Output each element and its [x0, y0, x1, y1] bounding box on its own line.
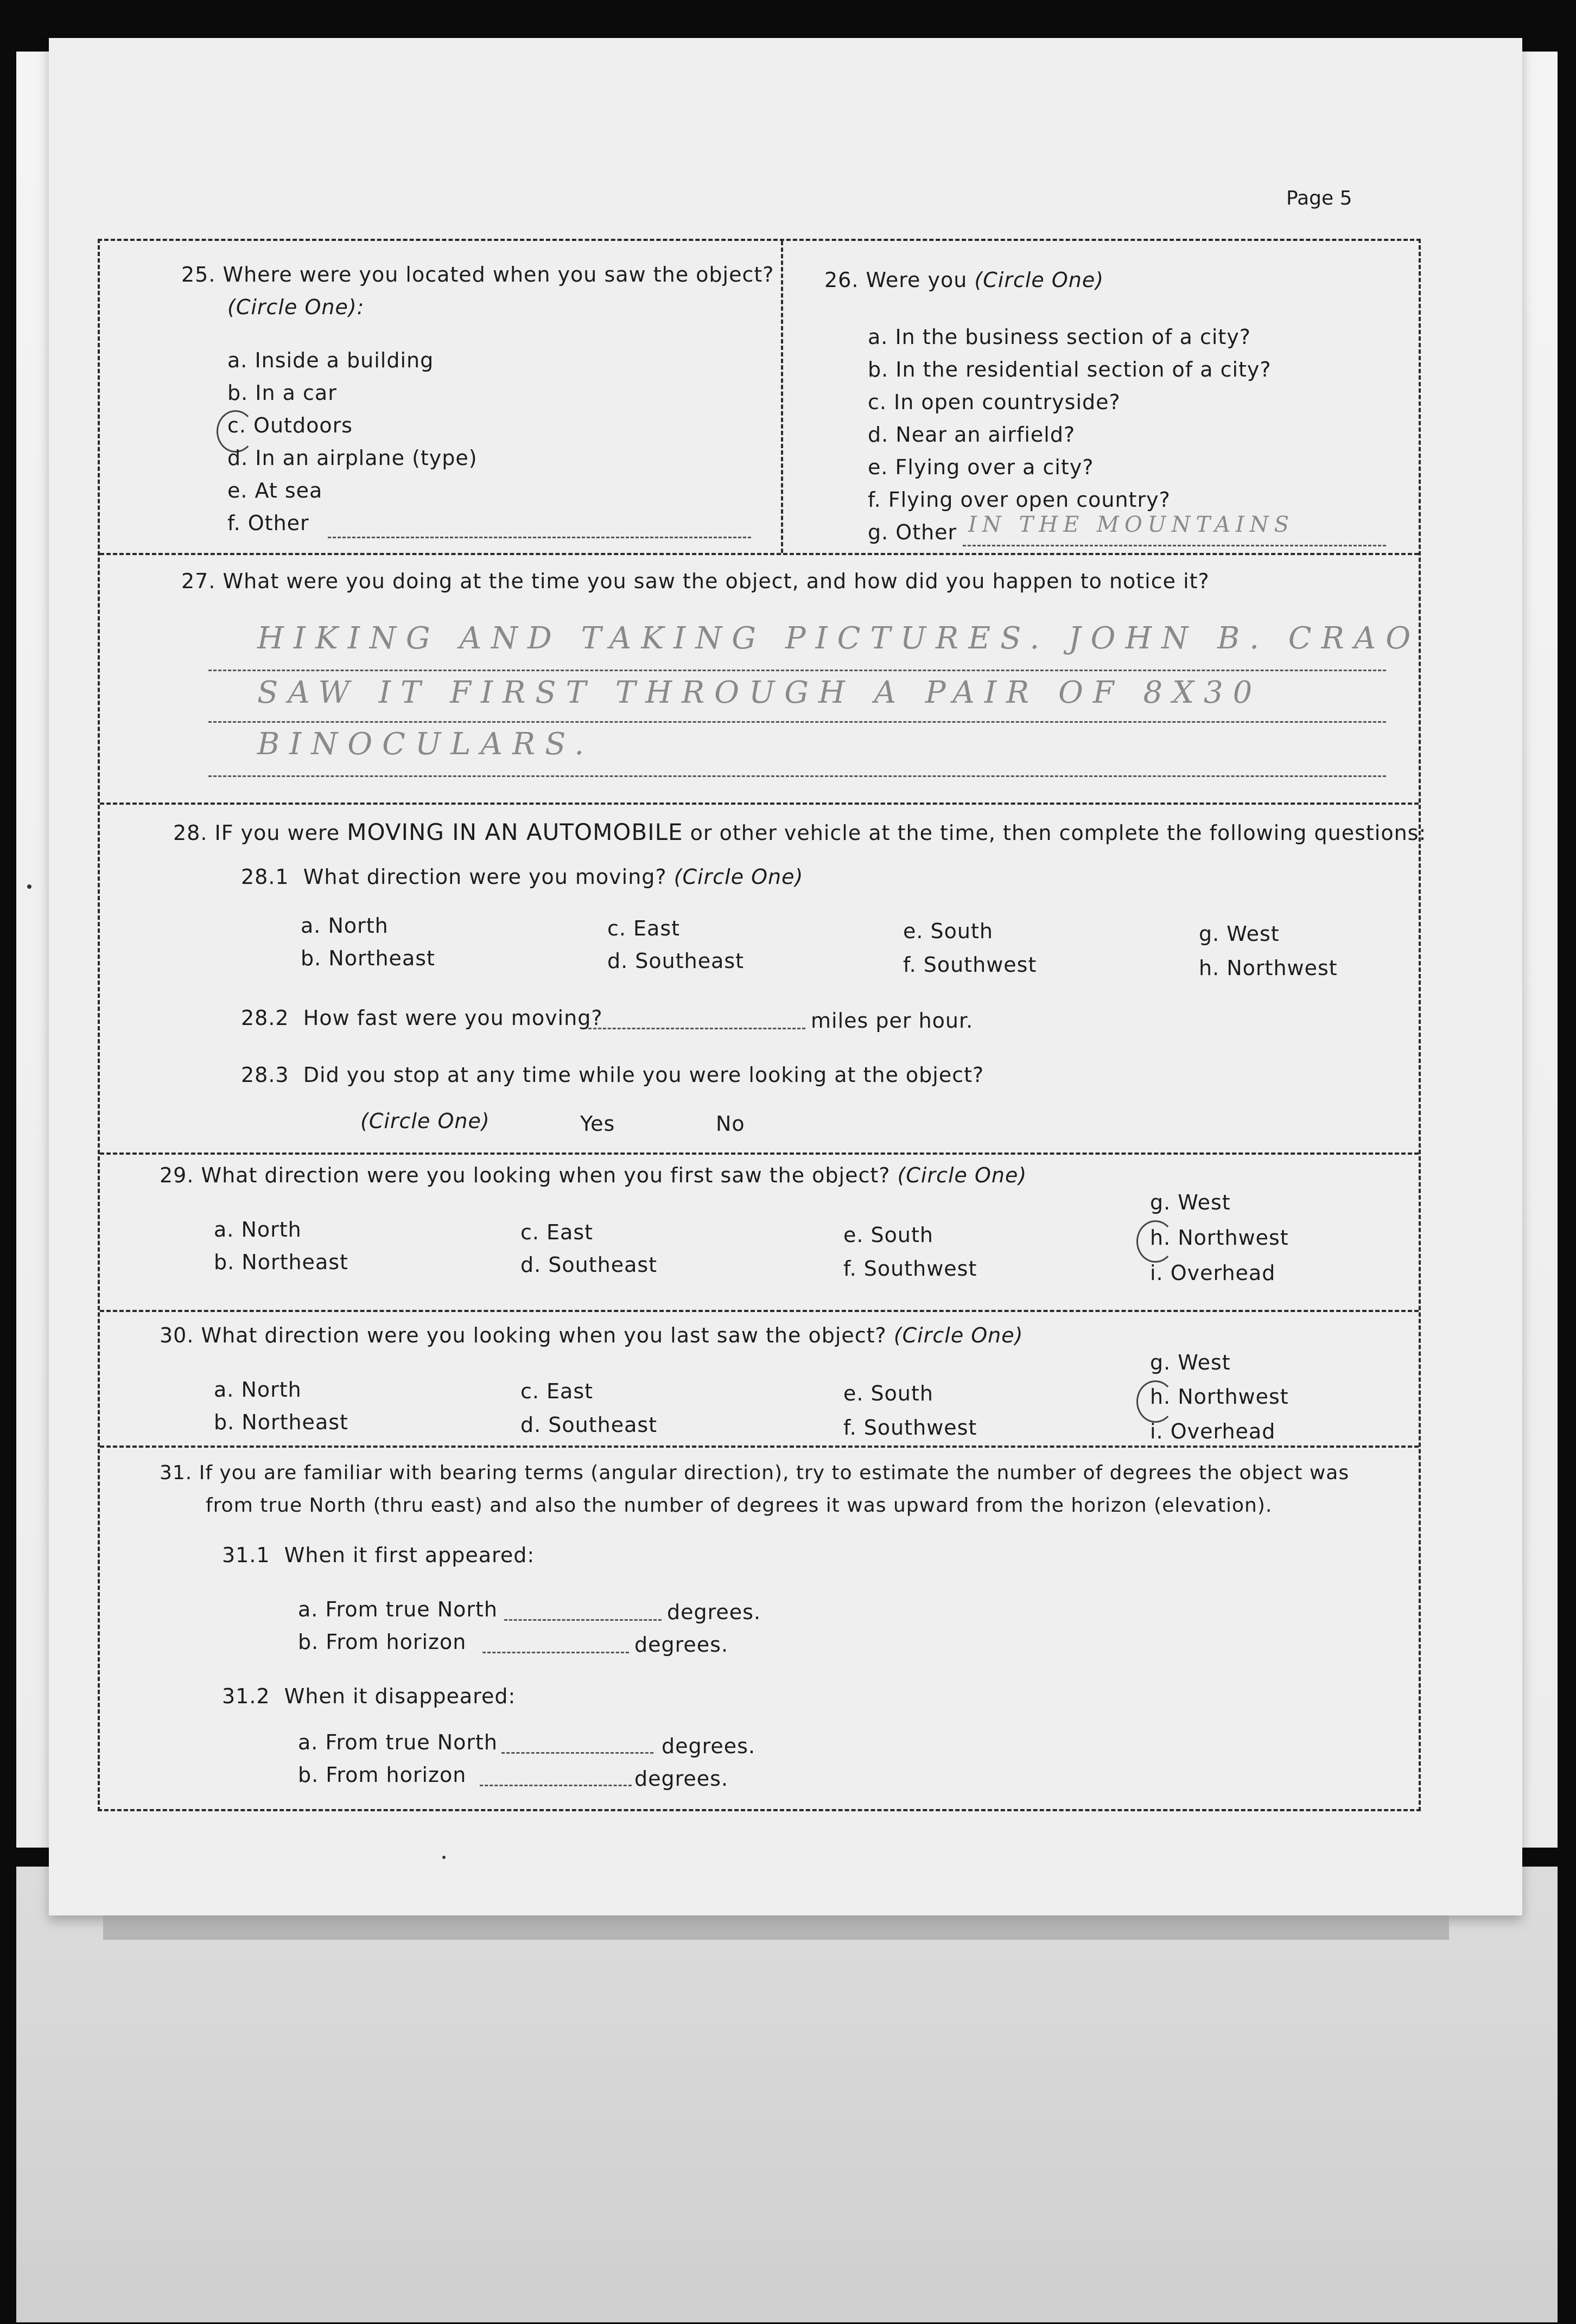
q30-option-f[interactable]: f. Southwest: [843, 1416, 977, 1440]
q31-text-line1: 31. If you are familiar with bearing terms (angular direction), try to estimate the number of degrees the object was: [160, 1462, 1350, 1484]
questionnaire-form: [98, 239, 1427, 1811]
q31-2-a-field[interactable]: [501, 1752, 653, 1754]
q26-option-e[interactable]: e. Flying over a city?: [868, 455, 1094, 479]
q26-option-b[interactable]: b. In the residential section of a city?: [868, 358, 1272, 381]
q26-instruction: (Circle One): [974, 268, 1104, 292]
q30-option-d[interactable]: d. Southeast: [520, 1413, 658, 1437]
q30-option-c[interactable]: c. East: [520, 1379, 594, 1403]
page-shadow: [103, 1915, 1449, 1940]
q26-option-a[interactable]: a. In the business section of a city?: [868, 325, 1251, 349]
q29-option-f[interactable]: f. Southwest: [843, 1257, 977, 1281]
q25-other-line: [328, 537, 751, 538]
q29-option-i[interactable]: i. Overhead: [1150, 1261, 1276, 1285]
q28-1-option-d[interactable]: d. Southeast: [607, 949, 745, 973]
q28-1-option-e[interactable]: e. South: [903, 919, 993, 943]
q26-option-d[interactable]: d. Near an airfield?: [868, 423, 1076, 447]
q25-text: 25. Where were you located when you saw the object?: [181, 263, 774, 286]
q28-3-instruction: (Circle One): [360, 1109, 490, 1133]
q26-option-g[interactable]: g. Other: [868, 520, 957, 544]
divider-27: [100, 553, 1419, 555]
q29-option-e[interactable]: e. South: [843, 1223, 933, 1247]
q29-option-h[interactable]: h. Northwest: [1150, 1226, 1289, 1250]
q31-1-a-unit: degrees.: [667, 1600, 761, 1624]
q31-1-b-label: b. From horizon: [298, 1630, 467, 1654]
q27-line2: [208, 721, 1386, 723]
q28-1-option-c[interactable]: c. East: [607, 916, 681, 940]
q25-q26-divider: [781, 241, 783, 553]
divider-28: [100, 803, 1419, 805]
q29-option-b[interactable]: b. Northeast: [214, 1250, 348, 1274]
page-number: Page 5: [1286, 187, 1352, 209]
q31-1-a-field[interactable]: [504, 1619, 662, 1621]
q29-option-a[interactable]: a. North: [214, 1218, 302, 1241]
q28-1-option-g[interactable]: g. West: [1199, 922, 1280, 946]
q31-2-b-field[interactable]: [480, 1785, 632, 1786]
q26-text: 26. Were you (Circle One): [824, 268, 1104, 292]
q28-1-option-h[interactable]: h. Northwest: [1199, 956, 1338, 980]
q31-2-b-unit: degrees.: [634, 1767, 729, 1791]
q30-option-i[interactable]: i. Overhead: [1150, 1419, 1276, 1443]
q27-handwriting-line2: SAW IT FIRST THROUGH A PAIR OF 8X30: [257, 675, 1262, 710]
divider-30: [100, 1310, 1419, 1312]
q27-line1: [208, 670, 1386, 671]
q27-line3: [208, 775, 1386, 777]
q28-2-speed-line[interactable]: [588, 1028, 805, 1029]
punch-mark: [27, 884, 31, 889]
q31-1-b-field[interactable]: [482, 1652, 629, 1653]
q31-1-a-label: a. From true North: [298, 1597, 498, 1621]
q31-2-a-unit: degrees.: [662, 1734, 756, 1758]
q25-option-b[interactable]: b. In a car: [227, 381, 337, 405]
q25-instruction: (Circle One):: [227, 295, 365, 319]
q27-text: 27. What were you doing at the time you saw the object, and how did you happen to notice it?: [181, 569, 1210, 593]
q28-text: 28. IF you were MOVING IN AN AUTOMOBILE or other vehicle at the time, then complete the following questions:: [173, 819, 1427, 845]
q28-1-text: 28.1 What direction were you moving? (Circle One): [241, 865, 804, 889]
q29-text: 29. What direction were you looking when you first saw the object? (Circle One): [160, 1163, 1027, 1187]
q30-circle-mark: [1136, 1380, 1174, 1423]
q30-option-a[interactable]: a. North: [214, 1378, 302, 1402]
q29-option-g[interactable]: g. West: [1150, 1190, 1231, 1214]
q25-option-c[interactable]: c. Outdoors: [227, 413, 353, 437]
q29-option-d[interactable]: d. Southeast: [520, 1253, 658, 1277]
q31-2-b-label: b. From horizon: [298, 1763, 467, 1787]
q29-circle-mark: [1136, 1220, 1174, 1263]
q28-1-option-f[interactable]: f. Southwest: [903, 953, 1037, 977]
q26-other-line: [963, 545, 1386, 546]
q28-3-yes[interactable]: Yes: [580, 1112, 615, 1136]
q28-1-option-a[interactable]: a. North: [301, 914, 389, 938]
q30-option-e[interactable]: e. South: [843, 1381, 933, 1405]
q30-option-b[interactable]: b. Northeast: [214, 1410, 348, 1434]
q26-other-handwriting: IN THE MOUNTAINS: [968, 512, 1295, 537]
q28-2-text: 28.2 How fast were you moving?: [241, 1006, 603, 1030]
q25-option-a[interactable]: a. Inside a building: [227, 348, 434, 372]
q29-option-c[interactable]: c. East: [520, 1220, 594, 1244]
q28-3-no[interactable]: No: [716, 1112, 745, 1136]
q31-2-text: 31.2 When it disappeared:: [222, 1684, 516, 1708]
q26-option-c[interactable]: c. In open countryside?: [868, 390, 1121, 414]
q28-1-option-b[interactable]: b. Northeast: [301, 946, 435, 970]
q31-2-a-label: a. From true North: [298, 1730, 498, 1754]
q25-option-d[interactable]: d. In an airplane (type): [227, 446, 478, 470]
q31-1-b-unit: degrees.: [634, 1633, 729, 1657]
q25-option-f[interactable]: f. Other: [227, 511, 309, 535]
divider-29: [100, 1153, 1419, 1155]
q30-text: 30. What direction were you looking when you last saw the object? (Circle One): [160, 1323, 1024, 1347]
speck-mark: [442, 1856, 446, 1859]
q30-option-h[interactable]: h. Northwest: [1150, 1385, 1289, 1409]
q31-text-line2: from true North (thru east) and also the number of degrees it was upward from the horizon (elevation).: [206, 1494, 1273, 1517]
q28-2-unit: miles per hour.: [811, 1009, 974, 1033]
q28-3-text: 28.3 Did you stop at any time while you were looking at the object?: [241, 1063, 984, 1087]
q26-option-f[interactable]: f. Flying over open country?: [868, 488, 1171, 512]
q30-option-g[interactable]: g. West: [1150, 1351, 1231, 1374]
divider-31: [100, 1446, 1419, 1448]
q25-option-e[interactable]: e. At sea: [227, 479, 323, 502]
q27-handwriting-line3: BINOCULARS.: [257, 727, 594, 762]
q27-handwriting-line1: HIKING AND TAKING PICTURES. JOHN B. CRAO: [257, 621, 1421, 656]
q31-1-text: 31.1 When it first appeared:: [222, 1543, 535, 1567]
